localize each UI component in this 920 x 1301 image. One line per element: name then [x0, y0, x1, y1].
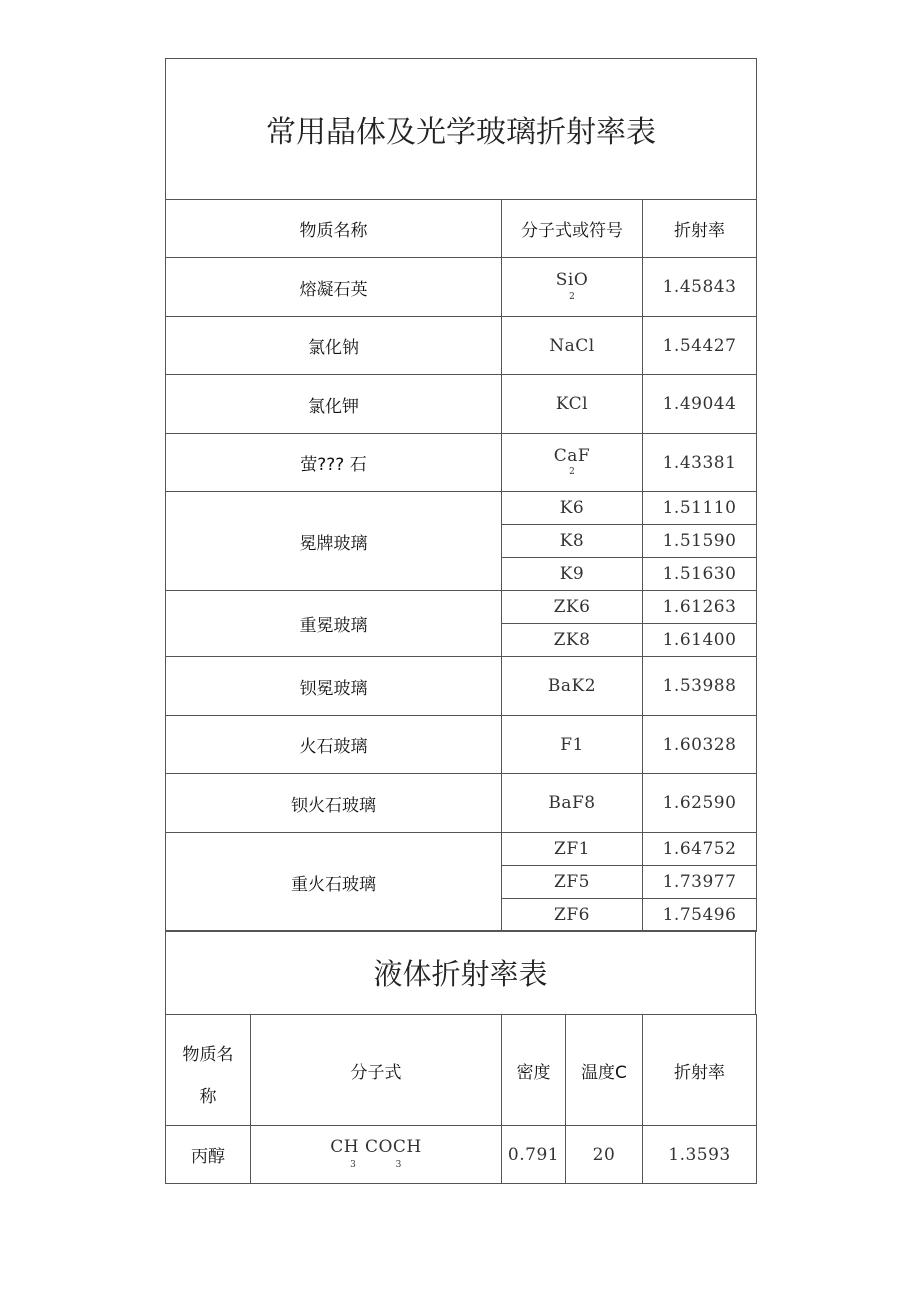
table-row [166, 375, 757, 434]
table-row [166, 492, 757, 525]
substance-name: 重冕玻璃 [166, 591, 502, 657]
header-substance-name: 物质名称 [166, 200, 502, 258]
table-row [166, 434, 757, 492]
table-row [166, 833, 757, 866]
substance-name: 钡冕玻璃 [166, 657, 502, 716]
substance-name: 丙醇 [166, 1126, 251, 1184]
refractive-index: 1.53988 [643, 657, 757, 716]
formula: ZK8 [502, 624, 643, 657]
substance-name: 重火石玻璃 [166, 833, 502, 932]
refractive-index: 1.61263 [643, 591, 757, 624]
table-row [166, 657, 757, 716]
substance-name: 熔凝石英 [166, 258, 502, 317]
formula: K8 [502, 525, 643, 558]
liquid-title-table [165, 930, 756, 1015]
refractive-index: 1.49044 [643, 375, 757, 434]
formula: ZF6 [502, 899, 643, 932]
formula: NaCl [502, 317, 643, 375]
formula: CaF [553, 445, 591, 466]
formula: BaK2 [502, 657, 643, 716]
substance-name: 氯化钠 [166, 317, 502, 375]
formula: F1 [502, 716, 643, 774]
refractive-index: 1.54427 [643, 317, 757, 375]
crystal-table-title: 常用晶体及光学玻璃折射率表 [166, 59, 757, 200]
formula: K6 [502, 492, 643, 525]
formula-cell [251, 1126, 502, 1184]
header-refractive-index: 折射率 [643, 200, 757, 258]
formula-cell [502, 434, 643, 492]
substance-name: 冕牌玻璃 [166, 492, 502, 591]
refractive-index: 1.51110 [643, 492, 757, 525]
table-row [166, 258, 757, 317]
formula: K9 [502, 558, 643, 591]
header-temperature: 温度C [566, 1015, 643, 1126]
temperature: 20 [566, 1126, 643, 1184]
formula: ZF1 [502, 833, 643, 866]
header-refractive-index: 折射率 [643, 1015, 757, 1126]
refractive-index: 1.64752 [643, 833, 757, 866]
header-density: 密度 [502, 1015, 566, 1126]
formula: ZK6 [502, 591, 643, 624]
formula: BaF8 [502, 774, 643, 833]
refractive-index: 1.73977 [643, 866, 757, 899]
refractive-index: 1.61400 [643, 624, 757, 657]
header-formula: 分子式或符号 [502, 200, 643, 258]
header-name-line2: 称 [199, 1087, 217, 1107]
refractive-index: 1.51590 [643, 525, 757, 558]
substance-name: 萤??? 石 [166, 434, 502, 492]
refractive-index: 1.45843 [643, 258, 757, 317]
formula: KCl [502, 375, 643, 434]
table-row [166, 774, 757, 833]
formula-subscripts: 3 3 [350, 1159, 402, 1170]
table-row [166, 317, 757, 375]
refractive-index: 1.62590 [643, 774, 757, 833]
substance-name: 钡火石玻璃 [166, 774, 502, 833]
formula: CH COCH [330, 1137, 422, 1158]
liquid-table-title: 液体折射率表 [166, 931, 756, 1015]
substance-name: 火石玻璃 [166, 716, 502, 774]
header-name-line1: 物质名 [182, 1045, 234, 1065]
refractive-index: 1.75496 [643, 899, 757, 932]
substance-name: 氯化钾 [166, 375, 502, 434]
refractive-index: 1.43381 [643, 434, 757, 492]
table-row [166, 591, 757, 624]
table-row [166, 1126, 757, 1184]
formula-cell [502, 258, 643, 317]
refractive-index: 1.60328 [643, 716, 757, 774]
refractive-index: 1.3593 [643, 1126, 757, 1184]
table-row [166, 716, 757, 774]
header-formula: 分子式 [251, 1015, 502, 1126]
density: 0.791 [502, 1126, 566, 1184]
formula-subscript: 2 [569, 291, 575, 302]
formula: ZF5 [502, 866, 643, 899]
crystal-glass-table [165, 58, 757, 932]
formula: SiO [555, 270, 589, 291]
formula-subscript: 2 [569, 467, 575, 478]
refractive-index: 1.51630 [643, 558, 757, 591]
liquid-table [165, 1014, 757, 1184]
header-substance-name [166, 1015, 251, 1126]
